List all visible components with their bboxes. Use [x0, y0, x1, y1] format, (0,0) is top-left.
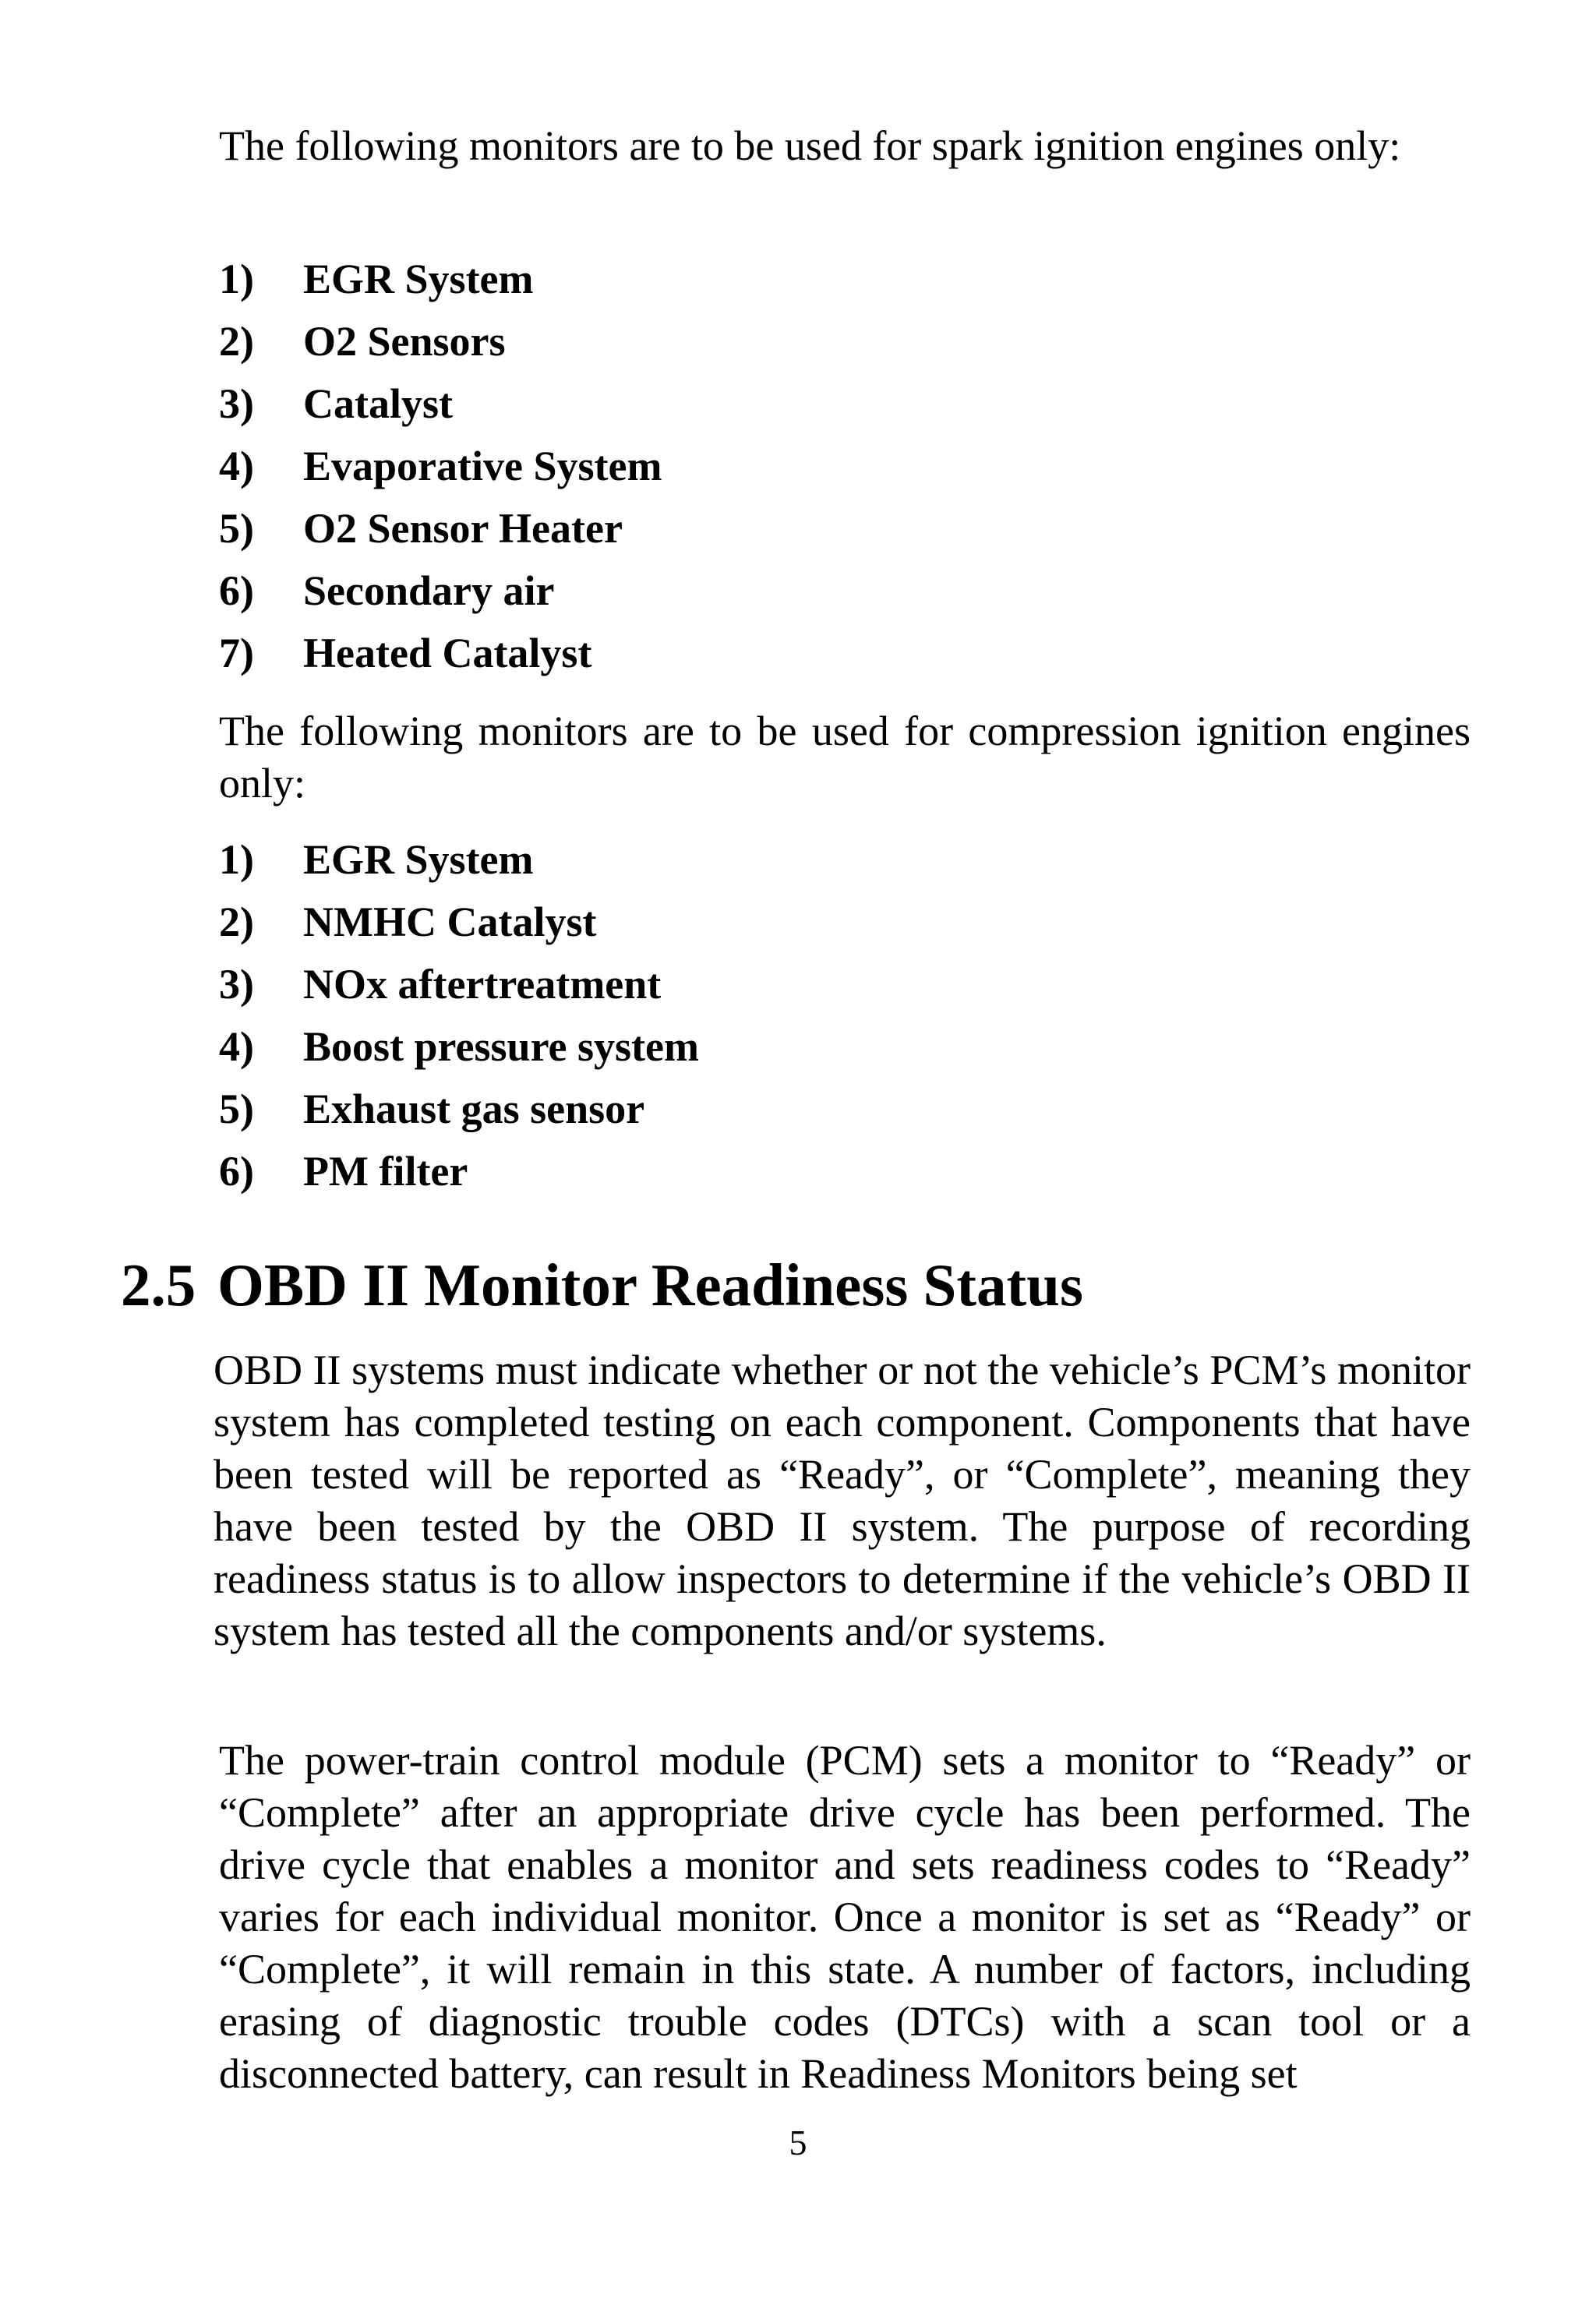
list-item	[219, 622, 662, 684]
list-item	[219, 372, 662, 435]
list-item-label: O2 Sensors	[303, 318, 506, 365]
list-item-label: Boost pressure system	[303, 1023, 699, 1070]
section-heading	[121, 1249, 1083, 1321]
list-item-number: 4)	[219, 443, 254, 489]
list-item-number: 3)	[219, 380, 254, 427]
list-item-label: Exhaust gas sensor	[303, 1085, 645, 1132]
list-item-number: 6)	[219, 1148, 254, 1195]
list-item	[219, 435, 662, 497]
list-item-number: 4)	[219, 1023, 254, 1070]
list-item-number: 5)	[219, 1085, 254, 1132]
section-number: 2.5	[121, 1251, 196, 1318]
list-item-label: EGR System	[303, 836, 534, 883]
list-item	[219, 828, 699, 891]
list-item-number: 7)	[219, 630, 254, 676]
list-item	[219, 953, 699, 1015]
list-item-number: 1)	[219, 256, 254, 302]
list-item	[219, 497, 662, 559]
list-item-number: 2)	[219, 898, 254, 945]
compression-ignition-monitor-list	[219, 828, 699, 1202]
list-item	[219, 310, 662, 372]
list-item-label: Catalyst	[303, 380, 453, 427]
list-item-number: 5)	[219, 505, 254, 552]
list-item-number: 6)	[219, 567, 254, 614]
spark-ignition-intro: The following monitors are to be used for spark ignition engines only:	[219, 122, 1401, 169]
list-item	[219, 248, 662, 310]
list-item-label: NOx aftertreatment	[303, 961, 662, 1008]
list-item-number: 2)	[219, 318, 254, 365]
list-item	[219, 1015, 699, 1078]
spark-ignition-monitor-list	[219, 248, 662, 684]
list-item-label: NMHC Catalyst	[303, 898, 597, 945]
readiness-paragraph-1: OBD II systems must indicate whether or not the vehicle’s PCM’s monitor system has completed testing on each component. Components that have been tested will be reported as “Ready”, or “Complete”, meaning they have been tested by the OBD II system. The purpose of recording readiness status is to allow inspectors to determine if the vehicle’s OBD II system has tested all the components and/or systems.	[214, 1347, 1471, 1654]
list-item-label: O2 Sensor Heater	[303, 505, 623, 552]
list-item	[219, 1078, 699, 1140]
list-item-label: Heated Catalyst	[303, 630, 592, 676]
list-item-label: EGR System	[303, 256, 534, 302]
readiness-paragraph-2: The power-train control module (PCM) sets a monitor to “Ready” or “Complete” after an appropriate drive cycle has been performed. The drive cycle that enables a monitor and sets readiness codes to “Ready” varies for each individual monitor. Once a monitor is set as “Ready” or “Complete”, it will remain in this state. A number of factors, including erasing of diagnostic trouble codes (DTCs) with a scan tool or a disconnected battery, can result in Readiness Monitors being set	[219, 1737, 1471, 2097]
list-item	[219, 1140, 699, 1202]
section-title: OBD II Monitor Readiness Status	[217, 1251, 1083, 1318]
page-number: 5	[789, 2123, 807, 2162]
list-item-label: Evaporative System	[303, 443, 662, 489]
list-item	[219, 891, 699, 953]
list-item-label: PM filter	[303, 1148, 468, 1195]
list-item-number: 1)	[219, 836, 254, 883]
compression-ignition-intro: The following monitors are to be used for compression ignition engines only:	[219, 708, 1471, 807]
list-item	[219, 559, 662, 622]
list-item-number: 3)	[219, 961, 254, 1008]
list-item-label: Secondary air	[303, 567, 555, 614]
